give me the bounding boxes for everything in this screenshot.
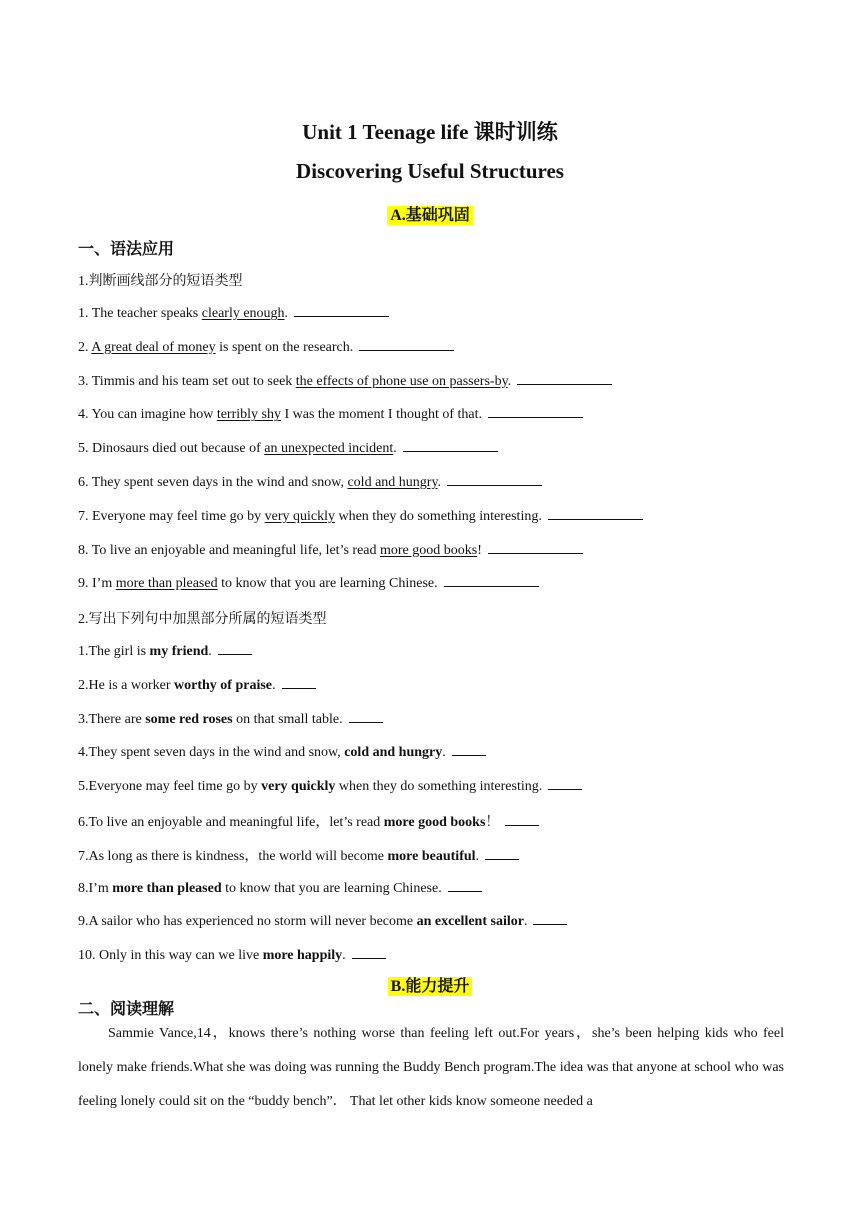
question-text: . — [442, 745, 446, 761]
question-item — [78, 946, 386, 964]
question-text: . — [272, 677, 276, 693]
question-item — [78, 439, 498, 457]
question-item — [78, 845, 519, 865]
question-item — [78, 710, 383, 728]
question-text: . — [342, 948, 346, 964]
underlined-phrase: more than pleased — [115, 576, 218, 592]
section-a-label — [0, 202, 860, 225]
question-item — [78, 372, 612, 390]
underlined-phrase: very quickly — [264, 508, 335, 524]
page-subtitle: Discovering Useful Structures — [296, 159, 564, 183]
question-item — [78, 777, 582, 795]
underlined-phrase: A great deal of money — [91, 339, 216, 355]
question-text: 10. Only in this way can we live — [78, 948, 263, 964]
question-text: 7.As long as there is kindness，the world will become — [78, 848, 388, 864]
answer-blank[interactable] — [403, 439, 498, 452]
section-a-highlight: A.基础巩固 — [387, 206, 473, 225]
question-item — [78, 879, 482, 897]
question-text: 5. Dinosaurs died out because of — [78, 441, 265, 457]
underlined-phrase: terribly shy — [216, 407, 281, 423]
question-text: 4.They spent seven days in the wind and snow, — [78, 745, 345, 761]
section-b-highlight: B.能力提升 — [388, 977, 473, 996]
question-text: . — [507, 373, 512, 389]
question-text: 9. I’m — [78, 576, 116, 592]
part2-heading: 二、阅读理解 — [78, 1001, 175, 1018]
bold-phrase: more happily — [262, 948, 343, 964]
bold-phrase: cold and hungry — [344, 745, 443, 761]
underlined-phrase: more good books — [380, 542, 478, 558]
question-text: 5.Everyone may feel time go by — [78, 779, 262, 795]
underlined-phrase: an unexpected incident — [264, 441, 394, 457]
question-text: . — [475, 848, 480, 864]
answer-blank[interactable] — [282, 676, 316, 689]
question-item — [78, 912, 567, 930]
answer-blank[interactable] — [548, 777, 582, 790]
answer-blank[interactable] — [352, 946, 386, 959]
reading-passage: Sammie Vance,14，knows there’s nothing worse than feeling left out.For years，she’s been helping kids who feel lonely make friends.What she was doing was running the Buddy Bench program.The idea was that anyone at school who was feeling lonely could sit on the “buddy bench”． That let other kids know someone needed a — [78, 1026, 784, 1109]
answer-blank[interactable] — [517, 372, 612, 385]
question-text: . — [523, 914, 528, 930]
answer-blank[interactable] — [444, 574, 539, 587]
question-item — [78, 473, 542, 491]
question-text: when they do something interesting. — [335, 779, 543, 795]
answer-blank[interactable] — [447, 473, 542, 486]
answer-blank[interactable] — [488, 405, 583, 418]
question-text: I was the moment I thought of that. — [280, 407, 483, 423]
task2-instruction: 2.写出下列句中加黑部分所属的短语类型 — [78, 612, 327, 627]
question-text: 8. To live an enjoyable and meaningful life, let’s read — [78, 542, 380, 558]
question-text: ！ — [485, 815, 500, 830]
question-text: . — [437, 475, 442, 490]
answer-blank[interactable] — [349, 710, 383, 723]
question-text: . — [284, 306, 289, 321]
answer-blank[interactable] — [294, 304, 389, 317]
bold-phrase: very quickly — [261, 779, 336, 795]
bold-phrase: more beautiful — [387, 848, 476, 864]
answer-blank[interactable] — [448, 879, 482, 892]
question-text: 6.To live an enjoyable and meaningful life，let’s read — [78, 815, 384, 830]
question-text: 9.A sailor who has experienced no storm will never become — [78, 914, 417, 930]
underlined-phrase: the effects of phone use on passers-by — [295, 373, 508, 389]
question-text: 3.There are — [78, 711, 146, 727]
question-text: 2.He is a worker — [78, 677, 175, 693]
question-text: 1.The girl is — [78, 644, 150, 659]
question-item — [78, 574, 539, 592]
question-item — [78, 507, 643, 525]
bold-phrase: my friend — [149, 644, 209, 659]
bold-phrase: more good books — [383, 815, 486, 830]
question-item — [78, 304, 389, 322]
question-text: 6. They spent seven days in the wind and snow, — [78, 475, 348, 490]
bold-phrase: an excellent sailor — [416, 914, 524, 930]
answer-blank[interactable] — [359, 338, 454, 351]
question-item — [78, 541, 583, 559]
bold-phrase: more than pleased — [112, 880, 222, 896]
question-text: 8.I’m — [78, 880, 113, 896]
question-item — [78, 642, 252, 660]
question-text: 3. Timmis and his team set out to seek — [78, 373, 296, 389]
part1-heading: 一、语法应用 — [78, 241, 175, 258]
question-text: 2. — [78, 339, 92, 355]
question-text: to know that you are learning Chinese. — [217, 576, 438, 592]
question-item — [78, 676, 316, 694]
question-item — [78, 405, 583, 423]
question-text: . — [393, 441, 397, 457]
answer-blank[interactable] — [488, 541, 583, 554]
answer-blank[interactable] — [452, 743, 486, 756]
page-title: Unit 1 Teenage life 课时训练 — [302, 120, 558, 144]
question-text: 7. Everyone may feel time go by — [78, 508, 265, 524]
answer-blank[interactable] — [505, 813, 539, 826]
answer-blank[interactable] — [533, 912, 567, 925]
question-text: is spent on the research. — [215, 339, 354, 355]
question-text: on that small table. — [232, 711, 343, 727]
underlined-phrase: cold and hungry — [347, 475, 438, 490]
question-text: when they do something interesting. — [334, 508, 542, 524]
bold-phrase: some red roses — [145, 711, 233, 727]
question-item — [78, 338, 454, 356]
answer-blank[interactable] — [548, 507, 643, 520]
question-text: ! — [477, 542, 482, 558]
answer-blank[interactable] — [485, 847, 519, 860]
section-b-label — [0, 973, 860, 996]
question-item — [78, 743, 486, 761]
question-text: 4. You can imagine how — [78, 407, 217, 423]
bold-phrase: worthy of praise — [174, 677, 273, 693]
question-text: 1. The teacher speaks — [78, 306, 202, 321]
question-text: . — [208, 644, 212, 659]
answer-blank[interactable] — [218, 642, 252, 655]
question-item — [78, 811, 539, 831]
question-text: to know that you are learning Chinese. — [221, 880, 442, 896]
underlined-phrase: clearly enough — [201, 306, 285, 321]
task1-instruction: 1.判断画线部分的短语类型 — [78, 274, 243, 289]
